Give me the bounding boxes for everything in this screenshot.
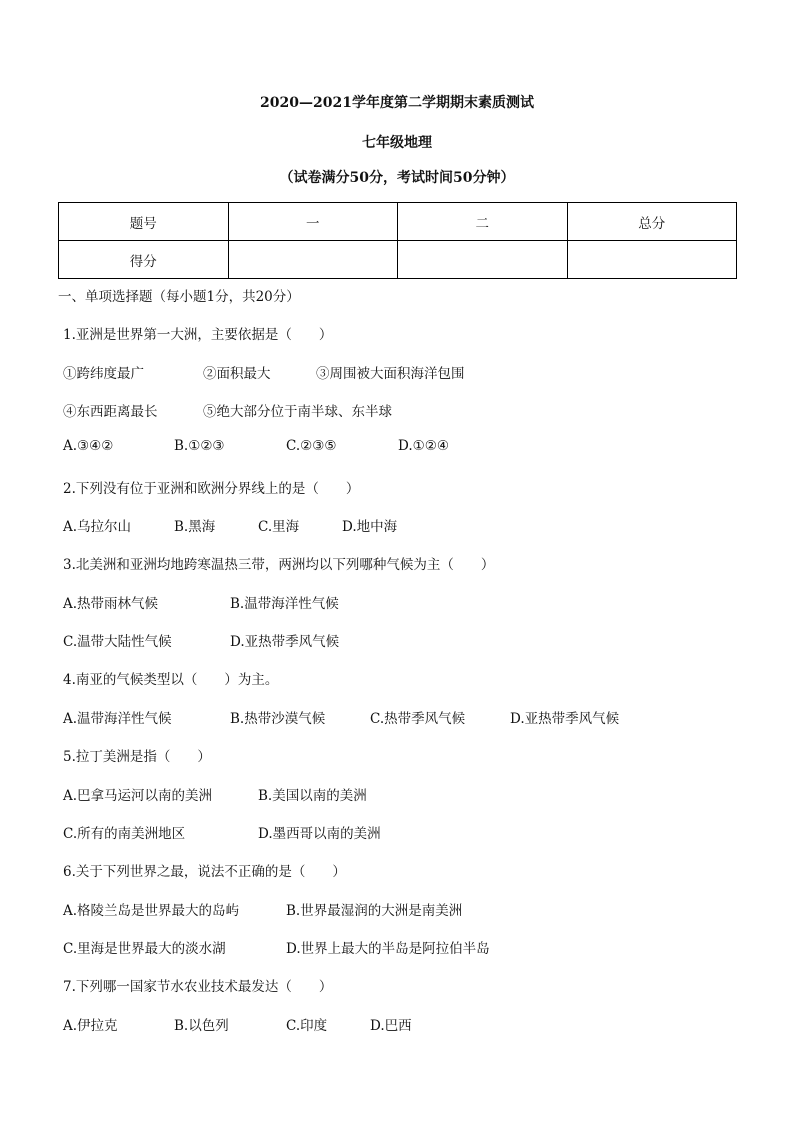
statement: ②面积最大 xyxy=(203,366,271,382)
answer-option: D.地中海 xyxy=(342,519,398,535)
answer-option: C.印度 xyxy=(286,1018,328,1034)
score-table-header: 一 xyxy=(228,203,398,241)
question-stem: 3.北美洲和亚洲均地跨寒温热三带，两洲均以下列哪种气候为主（ ） xyxy=(63,557,495,573)
score-cell xyxy=(567,241,737,279)
question-stem: 5.拉丁美洲是指（ ） xyxy=(63,749,211,765)
answer-option: A.格陵兰岛是世界最大的岛屿 xyxy=(63,903,240,919)
answer-option: C.里海是世界最大的淡水湖 xyxy=(63,941,226,957)
section-heading: 一、单项选择题（每小题1分，共20分） xyxy=(58,289,300,305)
answer-option: A.热带雨林气候 xyxy=(63,596,159,612)
answer-option: A.乌拉尔山 xyxy=(63,519,132,535)
question-stem: 4.南亚的气候类型以（ ）为主。 xyxy=(63,672,279,688)
question-stem: 1.亚洲是世界第一大洲，主要依据是（ ） xyxy=(63,327,333,343)
answer-option: D.亚热带季风气候 xyxy=(230,634,340,650)
answer-option: B.①②③ xyxy=(174,438,225,454)
answer-option: A.伊拉克 xyxy=(63,1018,118,1034)
answer-option: D.墨西哥以南的美洲 xyxy=(258,826,381,842)
score-cell xyxy=(228,241,398,279)
answer-option: B.美国以南的美洲 xyxy=(258,788,367,804)
answer-option: D.①②④ xyxy=(398,438,449,454)
answer-option: B.以色列 xyxy=(174,1018,229,1034)
question-stem: 6.关于下列世界之最，说法不正确的是（ ） xyxy=(63,864,346,880)
answer-option: D.亚热带季风气候 xyxy=(510,711,620,727)
answer-option: C.里海 xyxy=(258,519,300,535)
score-table-score-row xyxy=(59,241,737,279)
answer-option: B.黑海 xyxy=(174,519,216,535)
exam-info: （试卷满分50分，考试时间50分钟） xyxy=(279,170,515,186)
subject-title: 七年级地理 xyxy=(362,135,432,151)
answer-option: A.③④② xyxy=(63,438,114,454)
answer-option: B.温带海洋性气候 xyxy=(230,596,339,612)
score-table-header-row xyxy=(59,203,737,241)
score-table-header: 总分 xyxy=(567,203,737,241)
answer-option: D.世界上最大的半岛是阿拉伯半岛 xyxy=(286,941,490,957)
answer-option: D.巴西 xyxy=(370,1018,412,1034)
score-cell xyxy=(398,241,568,279)
question-stem: 2.下列没有位于亚洲和欧洲分界线上的是（ ） xyxy=(63,481,360,497)
answer-option: B.世界最湿润的大洲是南美洲 xyxy=(286,903,463,919)
score-table xyxy=(58,202,737,279)
answer-option: C.所有的南美洲地区 xyxy=(63,826,186,842)
statement: ④东西距离最长 xyxy=(63,404,158,420)
statement: ①跨纬度最广 xyxy=(63,366,144,382)
statement: ③周围被大面积海洋包围 xyxy=(316,366,465,382)
statement: ⑤绝大部分位于南半球、东半球 xyxy=(203,404,392,420)
score-row-label: 得分 xyxy=(59,241,229,279)
answer-option: C.热带季风气候 xyxy=(370,711,466,727)
answer-option: C.②③⑤ xyxy=(286,438,337,454)
answer-option: A.温带海洋性气候 xyxy=(63,711,172,727)
answer-option: B.热带沙漠气候 xyxy=(230,711,326,727)
exam-title: 2020—2021学年度第二学期期末素质测试 xyxy=(260,95,534,111)
answer-option: C.温带大陆性气候 xyxy=(63,634,172,650)
score-table-header: 题号 xyxy=(59,203,229,241)
answer-option: A.巴拿马运河以南的美洲 xyxy=(63,788,213,804)
score-table-header: 二 xyxy=(398,203,568,241)
question-stem: 7.下列哪一国家节水农业技术最发达（ ） xyxy=(63,979,333,995)
